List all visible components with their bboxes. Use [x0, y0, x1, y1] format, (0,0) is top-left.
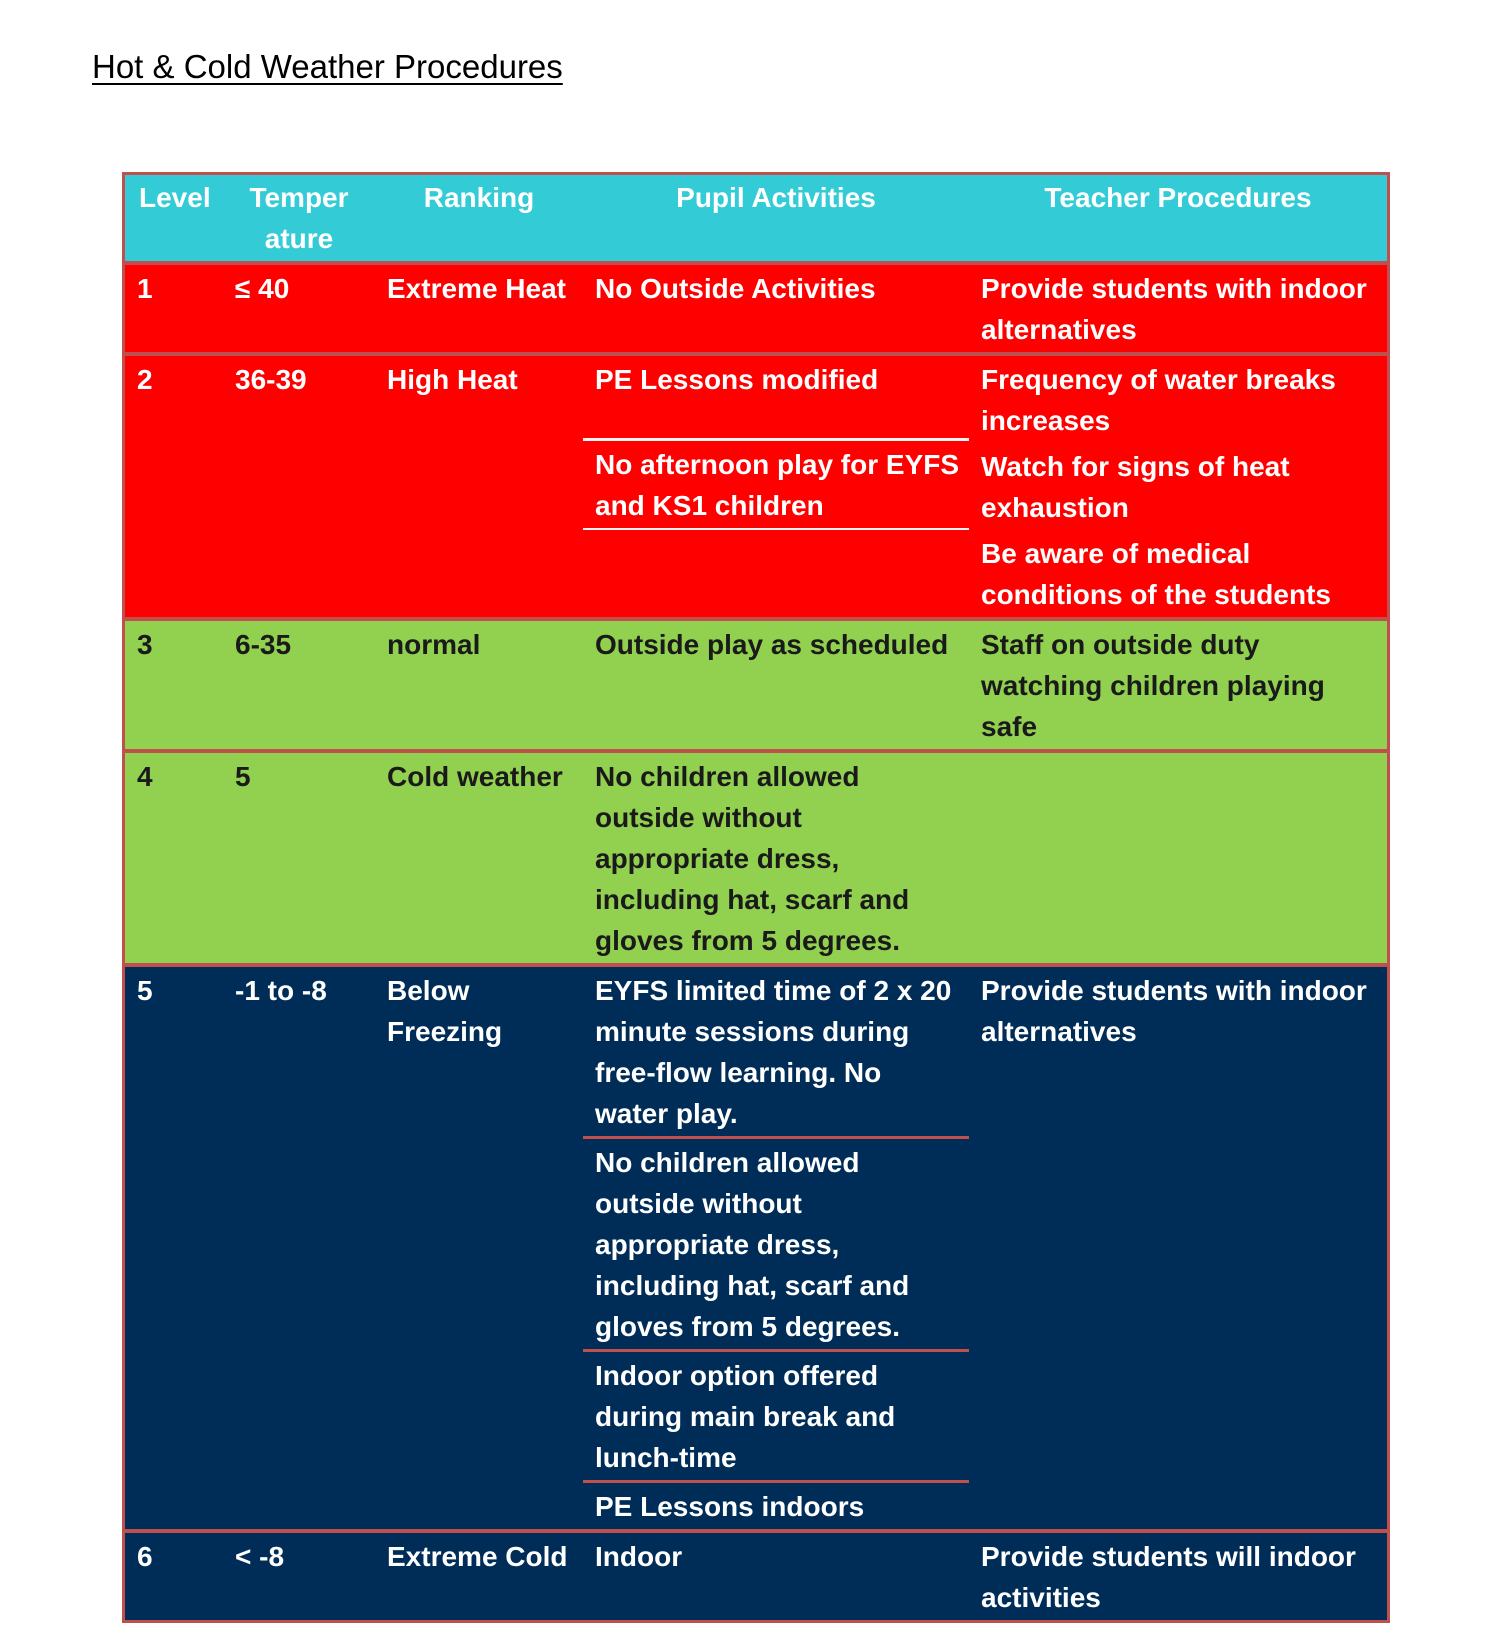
cell-ranking: Cold weather — [387, 761, 563, 792]
pupil-activity: Outside play as scheduled — [595, 629, 949, 660]
cell-pupil-activities — [583, 621, 969, 749]
pupil-activity: Indoor option offered during main break and lunch-time — [583, 1349, 969, 1480]
teacher-procedure: Watch for signs of heat exhaustion — [981, 451, 1290, 523]
cell-ranking: normal — [387, 629, 481, 660]
table-row-level-2 — [125, 352, 1387, 617]
cell-ranking: High Heat — [387, 364, 518, 395]
pupil-activity: PE Lessons indoors — [583, 1480, 969, 1529]
cell-level: 4 — [137, 761, 153, 792]
cell-level: 1 — [137, 273, 153, 304]
table-row-level-4 — [125, 749, 1387, 963]
teacher-procedure: Provide students with indoor alternatives — [981, 273, 1367, 345]
cell-ranking: Extreme Cold — [387, 1541, 568, 1572]
table-row-level-3 — [125, 617, 1387, 749]
cell-teacher-procedures — [969, 356, 1387, 617]
cell-level: 2 — [137, 364, 153, 395]
page-title: Hot & Cold Weather Procedures — [92, 48, 563, 85]
cell-ranking: Extreme Heat — [387, 273, 566, 304]
table-row-level-1 — [125, 261, 1387, 352]
weather-procedures-table — [122, 172, 1390, 1623]
header-ranking: Ranking — [423, 182, 535, 213]
cell-temperature: < -8 — [235, 1541, 285, 1572]
cell-temperature: ≤ 40 — [235, 273, 290, 304]
cell-level: 6 — [137, 1541, 153, 1572]
cell-pupil-activities — [583, 967, 969, 1529]
cell-temperature: -1 to -8 — [235, 975, 327, 1006]
teacher-procedure: Be aware of medical conditions of the students — [981, 538, 1331, 610]
teacher-procedure: Provide students with indoor alternatives — [981, 975, 1367, 1047]
cell-temperature: 5 — [235, 761, 251, 792]
cell-teacher-procedures — [969, 753, 1387, 963]
teacher-procedure: Staff on outside duty watching children playing safe — [981, 629, 1325, 742]
teacher-procedure: Provide students will indoor activities — [981, 1541, 1356, 1613]
cell-level: 5 — [137, 975, 153, 1006]
pupil-activity: No children allowed outside without appropriate dress, including hat, scarf and gloves from 5 degrees. — [595, 761, 910, 956]
header-temperature: Temper ature — [249, 182, 349, 254]
table-row-level-5 — [125, 963, 1387, 1529]
pupil-activity: Indoor — [595, 1541, 683, 1572]
cell-ranking: Below Freezing — [387, 975, 503, 1047]
table-row-level-6 — [125, 1529, 1387, 1620]
pupil-activity: EYFS limited time of 2 x 20 minute sessions during free-flow learning. No water play. — [595, 975, 952, 1129]
cell-teacher-procedures — [969, 967, 1387, 1529]
header-teacher-procedures: Teacher Procedures — [1044, 182, 1312, 213]
pupil-activity: No children allowed outside without appropriate dress, including hat, scarf and gloves from 5 degrees. — [583, 1136, 969, 1349]
cell-pupil-activities — [583, 265, 969, 352]
pupil-activity: No Outside Activities — [595, 273, 876, 304]
header-pupil-activities: Pupil Activities — [676, 182, 876, 213]
cell-level: 3 — [137, 629, 153, 660]
cell-pupil-activities — [583, 753, 969, 963]
teacher-procedure: Frequency of water breaks increases — [981, 364, 1336, 436]
cell-temperature: 36-39 — [235, 364, 307, 395]
cell-teacher-procedures — [969, 1533, 1387, 1620]
header-level: Level — [139, 182, 211, 213]
cell-teacher-procedures — [969, 621, 1387, 749]
cell-pupil-activities — [583, 356, 969, 617]
pupil-activity: No afternoon play for EYFS and KS1 children — [583, 438, 969, 530]
pupil-activity: PE Lessons modified — [595, 364, 879, 395]
cell-teacher-procedures — [969, 265, 1387, 352]
table-header-row — [125, 175, 1387, 261]
cell-temperature: 6-35 — [235, 629, 292, 660]
cell-pupil-activities — [583, 1533, 969, 1620]
